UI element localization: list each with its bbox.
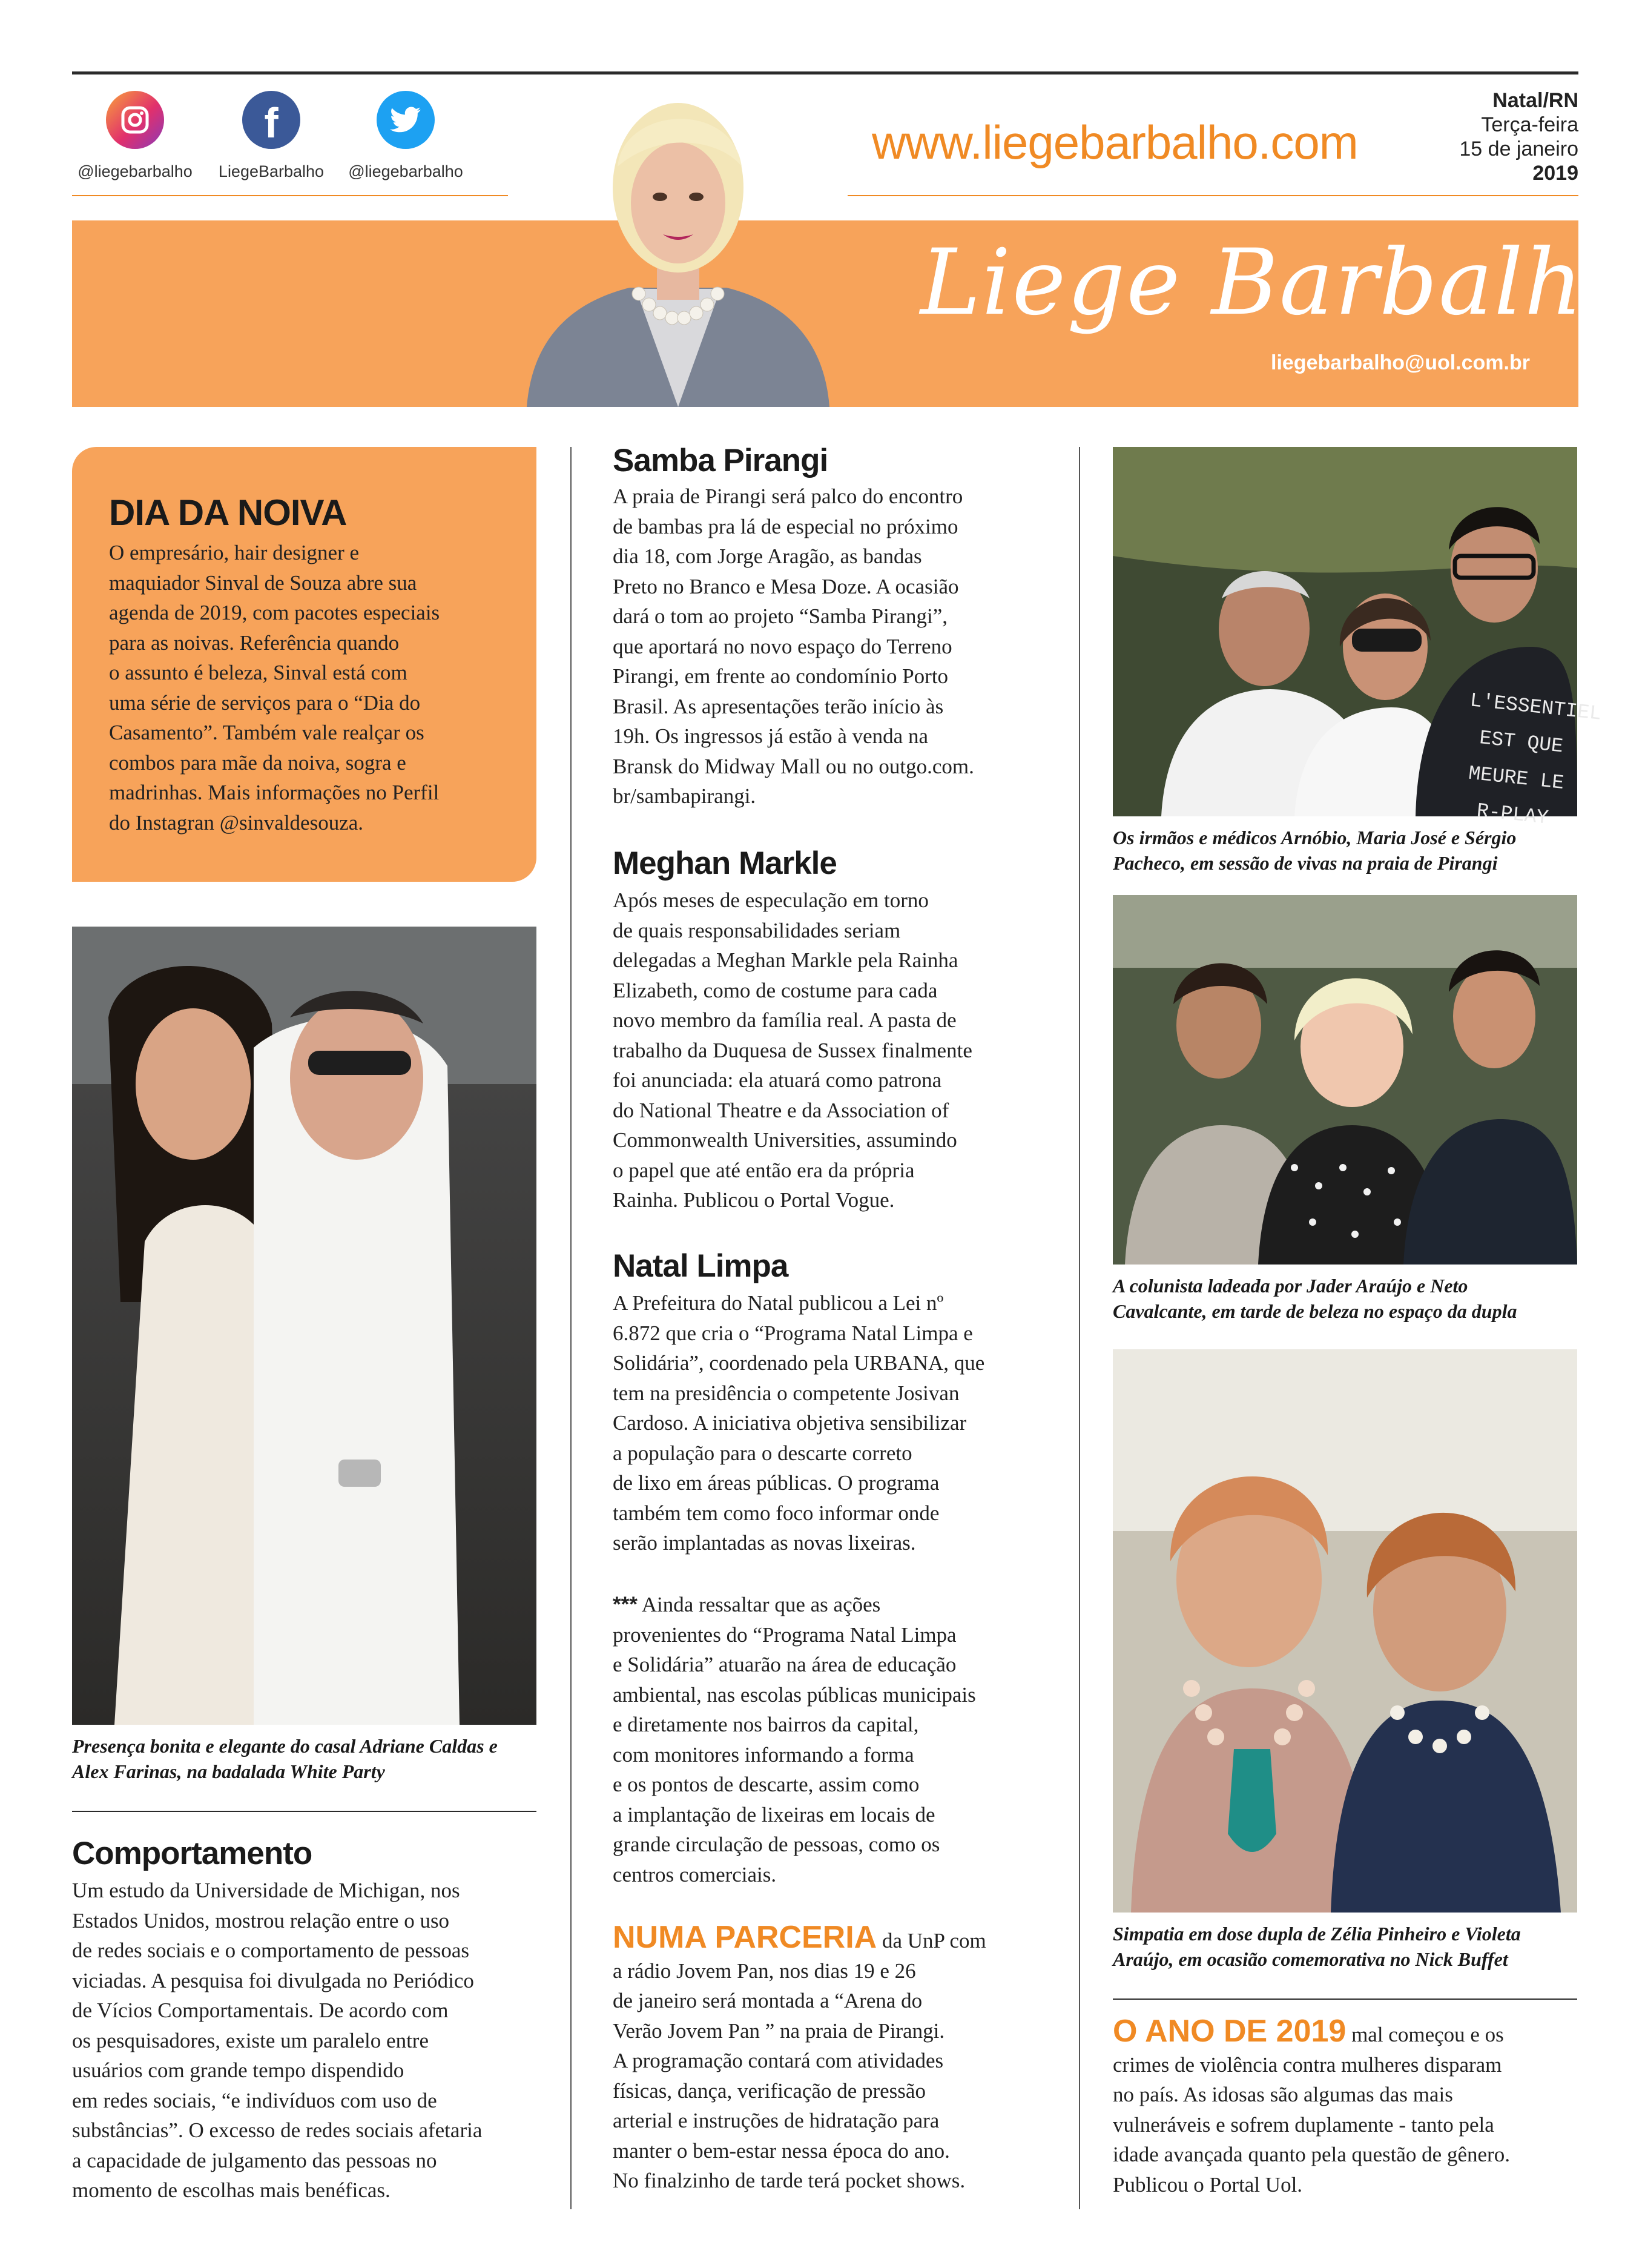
weekday: Terça-feira: [1481, 113, 1578, 136]
photo-columnist-with-friends: [1113, 895, 1577, 1265]
left-divider: [72, 1811, 536, 1812]
line: o assunto é beleza, Sinval está com: [109, 661, 407, 684]
line: no país. As idosas são algumas das mais: [1113, 2083, 1453, 2106]
shirt-line: R-PLAY: [1475, 799, 1550, 830]
line: Rainha. Publicou o Portal Vogue.: [613, 1188, 895, 1212]
natal-limpa-text: [613, 1288, 984, 1558]
top-rule: [72, 71, 1578, 74]
line: de lixo em áreas públicas. O programa: [613, 1471, 940, 1495]
line: a capacidade de julgamento das pessoas no: [72, 2148, 437, 2172]
caption-line: Presença bonita e elegante do casal Adriane Caldas e: [72, 1735, 498, 1757]
twitter-handle: @liegebarbalho: [348, 162, 463, 180]
line: crimes de violência contra mulheres disparam: [1113, 2052, 1502, 2077]
extra-first: Ainda ressaltar que as ações: [641, 1593, 881, 1616]
line: Preto no Branco e Mesa Doze. A ocasião: [613, 574, 959, 598]
line: [613, 1590, 976, 1620]
line: físicas, dança, verificação de pressão: [613, 2078, 926, 2103]
line: Publicou o Portal Uol.: [1113, 2172, 1303, 2197]
line: dia 18, com Jorge Aragão, as bandas: [613, 544, 922, 568]
line: A Prefeitura do Natal publicou a Lei nº: [613, 1291, 944, 1315]
line: manter o bem-estar nessa época do ano.: [613, 2138, 950, 2163]
line: substâncias”. O excesso de redes sociais afetaria: [72, 2118, 483, 2142]
line: Verão Jovem Pan ” na praia de Pirangi.: [613, 2018, 945, 2043]
city: Natal/RN: [1492, 89, 1578, 112]
photo-zelia-violeta: [1113, 1349, 1577, 1913]
facebook-icon: f: [242, 91, 300, 149]
line: o papel que até então era da própria: [613, 1158, 915, 1182]
line: A praia de Pirangi será palco do encontro: [613, 484, 963, 508]
line: Após meses de especulação em torno: [613, 888, 929, 912]
line: que aportará no novo espaço do Terreno: [613, 634, 952, 658]
samba-pirangi-title: Samba Pirangi: [613, 443, 828, 478]
line: usuários com grande tempo dispendido: [72, 2058, 404, 2082]
line: também tem como foco informar onde: [613, 1501, 940, 1525]
dia-da-noiva-text: [109, 538, 440, 838]
comportamento-title: Comportamento: [72, 1836, 312, 1871]
line: dará o tom ao projeto “Samba Pirangi”,: [613, 604, 948, 628]
line: momento de escolhas mais benéficas.: [72, 2178, 391, 2202]
line: O empresário, hair designer e: [109, 541, 360, 564]
column-rule-2: [1079, 447, 1080, 2209]
meghan-markle-text: [613, 885, 972, 1215]
line: a rádio Jovem Pan, nos dias 19 e 26: [613, 1959, 916, 1983]
caption-line: Os irmãos e médicos Arnóbio, Maria José e Sérgio: [1113, 827, 1517, 848]
column-rule-1: [570, 447, 572, 2209]
caption-line: Simpatia em dose dupla de Zélia Pinheiro e Violeta: [1113, 1923, 1521, 1945]
shirt-line: MEURE LE: [1467, 762, 1565, 795]
line: Cardoso. A iniciativa objetiva sensibilizar: [613, 1411, 967, 1435]
line: e Solidária” atuarão na área de educação: [613, 1653, 957, 1676]
photo-couple-white-party: [72, 927, 536, 1725]
line: provenientes do “Programa Natal Limpa: [613, 1622, 957, 1647]
line: agenda de 2019, com pacotes especiais: [109, 601, 440, 624]
line: Elizabeth, como de costume para cada: [613, 978, 938, 1002]
line: Commonwealth Universities, assumindo: [613, 1128, 957, 1152]
instagram-link[interactable]: [71, 91, 199, 181]
ano-first: mal começou e os: [1351, 2023, 1504, 2046]
samba-pirangi-text: [613, 481, 974, 812]
caption-line: Araújo, em ocasião comemorativa no Nick Buffet: [1113, 1948, 1508, 1970]
line: uma série de serviços para o “Dia do: [109, 690, 421, 715]
columnist-portrait: [509, 76, 848, 407]
line: e diretamente nos bairros da capital,: [613, 1713, 919, 1736]
site-url[interactable]: www.liegebarbalho.com: [872, 116, 1358, 169]
line: arterial e instruções de hidratação para: [613, 2109, 940, 2132]
line: Pirangi, em frente ao condomínio Porto: [613, 664, 949, 688]
natal-limpa-extra-text: [613, 1590, 976, 1889]
line: Casamento”. Também vale realçar os: [109, 721, 424, 744]
line: Um estudo da Universidade de Michigan, nos: [72, 1879, 460, 1902]
instagram-icon: [106, 91, 164, 149]
line: madrinhas. Mais informações no Perfil: [109, 781, 440, 804]
numa-parceria-lead: NUMA PARCERIA: [613, 1920, 877, 1955]
line: em redes sociais, “e indivíduos com uso de: [72, 2088, 437, 2112]
line: do Instagran @sinvaldesouza.: [109, 810, 364, 835]
shirt-line: L'ESSENTIEL: [1469, 689, 1603, 726]
shirt-print: [1457, 683, 1603, 841]
comportamento-text: [72, 1876, 482, 2206]
line: Brasil. As apresentações terão início às: [613, 694, 944, 718]
twitter-link[interactable]: [342, 91, 469, 181]
year: 2019: [1532, 162, 1578, 185]
caption-line: A colunista ladeada por Jader Araújo e Neto: [1113, 1275, 1468, 1297]
line: e os pontos de descarte, assim como: [613, 1773, 920, 1796]
dateline: [1459, 88, 1578, 185]
line: para as noivas. Referência quando: [109, 630, 400, 655]
line: grande circulação de pessoas, como os: [613, 1833, 940, 1856]
caption-line: Alex Farinas, na badalada White Party: [72, 1761, 385, 1782]
header-underline-right: [848, 195, 1578, 196]
email[interactable]: liegebarbalho@uol.com.br: [1271, 351, 1530, 374]
line: novo membro da família real. A pasta de: [613, 1008, 957, 1032]
line: de Vícios Comportamentais. De acordo com: [72, 1999, 449, 2022]
caption-line: Cavalcante, em tarde de beleza no espaço da dupla: [1113, 1300, 1517, 1322]
line: Bransk do Midway Mall ou no outgo.com.: [613, 754, 974, 778]
caption-zelia-violeta: [1113, 1921, 1521, 1972]
line: 19h. Os ingressos já estão à venda na: [613, 724, 928, 748]
line: br/sambapirangi.: [613, 784, 756, 808]
parceria-first: da UnP com: [882, 1929, 986, 1952]
line: viciadas. A pesquisa foi divulgada no Periódico: [72, 1968, 474, 1992]
line: A programação contará com atividades: [613, 2049, 944, 2072]
ano-de-2019-text: [1113, 2014, 1510, 2200]
numa-parceria-text: [613, 1920, 986, 2196]
line: trabalho da Duquesa de Sussex finalmente: [613, 1038, 972, 1062]
line: a população para o descarte correto: [613, 1441, 912, 1465]
line: Estados Unidos, mostrou relação entre o uso: [72, 1908, 450, 1932]
line: com monitores informando a forma: [613, 1742, 914, 1767]
line: de janeiro será montada a “Arena do: [613, 1989, 923, 2012]
line: No finalzinho de tarde terá pocket shows.: [613, 2169, 966, 2192]
line: combos para mãe da noiva, sogra e: [109, 750, 406, 775]
ano-de-2019-lead: O ANO DE 2019: [1113, 2014, 1347, 2049]
line: tem na presidência o competente Josivan: [613, 1381, 960, 1405]
line: maquiador Sinval de Souza abre sua: [109, 570, 417, 595]
caption-line: Pacheco, em sessão de vivas na praia de Pirangi: [1113, 852, 1498, 874]
line: centros comerciais.: [613, 1862, 777, 1886]
meghan-markle-title: Meghan Markle: [613, 845, 837, 881]
line: do National Theatre e da Association of: [613, 1098, 949, 1122]
stars: ***: [613, 1593, 638, 1616]
header-underline-left: [72, 195, 508, 196]
natal-limpa-title: Natal Limpa: [613, 1248, 788, 1284]
line: foi anunciada: ela atuará como patrona: [613, 1068, 942, 1092]
facebook-handle: LiegeBarbalho: [218, 162, 325, 180]
instagram-handle: @liegebarbalho: [77, 162, 193, 180]
line: de quais responsabilidades seriam: [613, 918, 901, 942]
photo-pacheco-siblings: [1113, 447, 1603, 830]
line: [1113, 2014, 1510, 2050]
line: de bambas pra lá de especial no próximo: [613, 514, 958, 538]
line: vulneráveis e sofrem duplamente - tanto pela: [1113, 2112, 1494, 2137]
line: serão implantadas as novas lixeiras.: [613, 1531, 916, 1555]
line: delegadas a Meghan Markle pela Rainha: [613, 948, 958, 972]
right-divider: [1113, 1999, 1577, 2000]
dia-da-noiva-title: DIA DA NOIVA: [109, 492, 347, 533]
caption-columnist: [1113, 1273, 1517, 1324]
caption-pacheco: [1113, 825, 1516, 876]
line: 6.872 que cria o “Programa Natal Limpa e: [613, 1321, 973, 1345]
date: 15 de janeiro: [1459, 137, 1578, 160]
shirt-line: EST QUE: [1478, 727, 1564, 758]
line: a implantação de lixeiras em locais de: [613, 1802, 935, 1827]
line: os pesquisadores, existe um paralelo entre: [72, 2028, 429, 2052]
line: Solidária”, coordenado pela URBANA, que: [613, 1351, 985, 1375]
brand-title: Liege Barbalho: [920, 230, 1640, 336]
line: [613, 1920, 986, 1956]
facebook-link[interactable]: [208, 91, 335, 181]
line: de redes sociais e o comportamento de pessoas: [72, 1939, 470, 1962]
caption-couple: [72, 1733, 498, 1784]
line: idade avançada quanto pela questão de gênero.: [1113, 2143, 1510, 2166]
twitter-icon: [377, 91, 435, 149]
line: ambiental, nas escolas públicas municipais: [613, 1682, 976, 1707]
